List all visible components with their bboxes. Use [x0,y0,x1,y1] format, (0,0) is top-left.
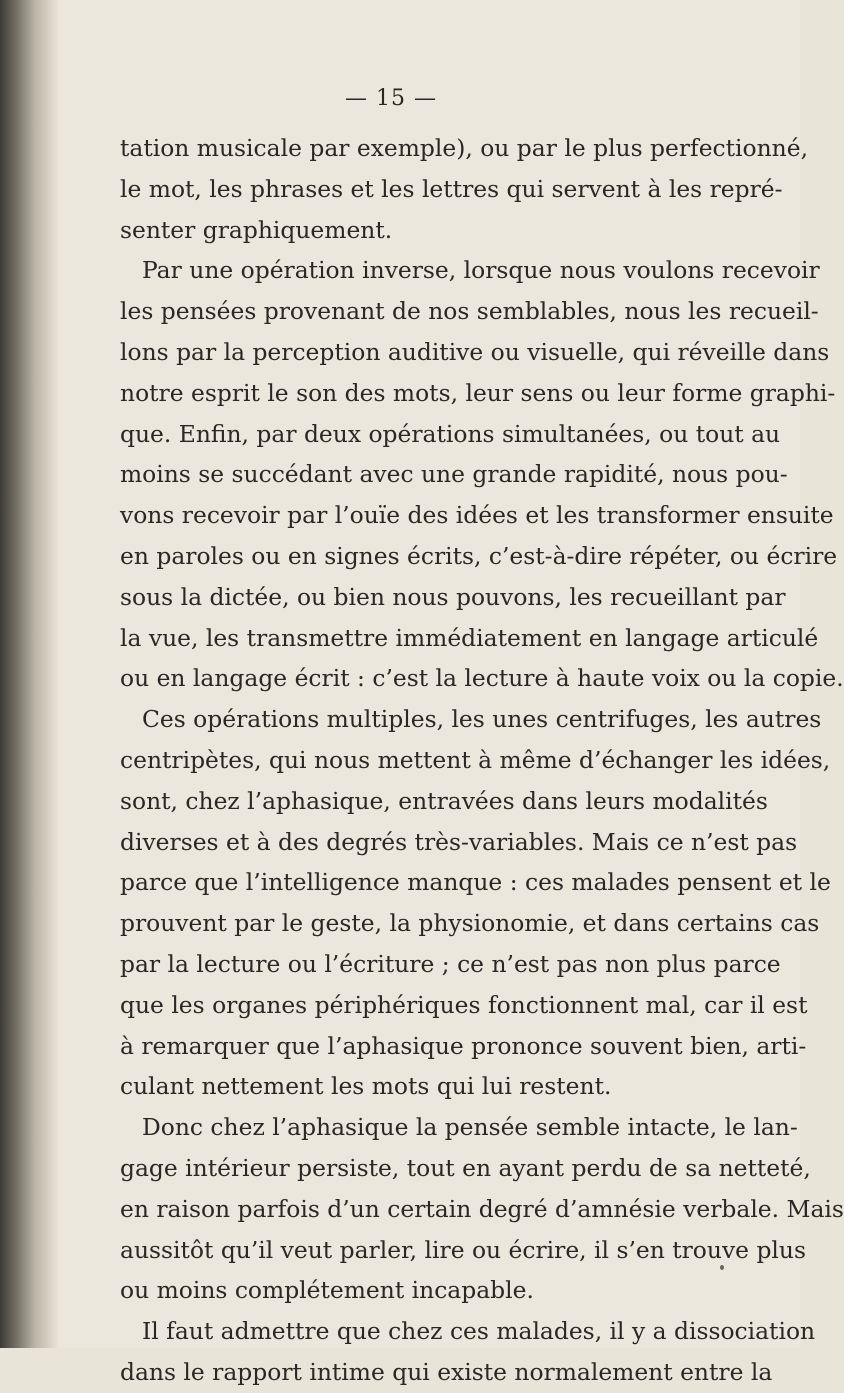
text-line: les pensées provenant de nos semblables, nous les recueil- [120,297,819,326]
text-line: dans le rapport intime qui existe normalement entre la [120,1357,773,1386]
text-line: gage intérieur persiste, tout en ayant perdu de sa netteté, [120,1153,811,1182]
text-line: ou en langage écrit : c’est la lecture à haute voix ou la copie. [120,664,844,693]
text-line: en paroles ou en signes écrits, c’est-à-dire répéter, ou écrire [120,541,838,570]
text-line: à remarquer que l’aphasique prononce souvent bien, arti- [120,1031,807,1060]
text-line: ou moins complétement incapable. [120,1276,534,1305]
text-line: Donc chez l’aphasique la pensée semble intacte, le lan- [142,1113,798,1142]
text-line: sous la dictée, ou bien nous pouvons, les recueillant par [120,582,786,611]
text-line: le mot, les phrases et les lettres qui servent à les repré- [120,174,783,203]
text-line: prouvent par le geste, la physionomie, et dans certains cas [120,909,820,938]
text-line: diverses et à des degrés très-variables. Mais ce n’est pas [120,827,798,856]
text-line: tation musicale par exemple), ou par le plus perfectionné, [120,134,809,162]
text-line: que. Enfin, par deux opérations simultanées, ou tout au [120,419,781,448]
text-line: vons recevoir par l’ouïe des idées et les transformer ensuite [120,501,834,530]
body-text [120,128,844,1393]
text-line: Il faut admettre que chez ces malades, il y a dissociation [142,1317,816,1346]
text-line: aussitôt qu’il veut parler, lire ou écrire, il s’en trouve plus [120,1235,806,1264]
text-line: en raison parfois d’un certain degré d’amnésie verbale. Mais [120,1194,844,1223]
text-line: Ces opérations multiples, les unes centrifuges, les autres [142,705,822,734]
text-line: la vue, les transmettre immédiatement en langage articulé [120,623,819,652]
ink-speck [720,1265,724,1270]
binding-shadow [0,0,58,1348]
text-line: senter graphiquement. [120,215,393,244]
page-number: — 15 — [345,86,437,111]
text-line: moins se succédant avec une grande rapidité, nous pou- [120,460,788,489]
text-line: Par une opération inverse, lorsque nous voulons recevoir [142,256,820,285]
text-line: sont, chez l’aphasique, entravées dans leurs modalités [120,786,768,815]
text-line: culant nettement les mots qui lui restent. [120,1072,612,1101]
text-line: parce que l’intelligence manque : ces malades pensent et le [120,868,831,897]
text-line: centripètes, qui nous mettent à même d’échanger les idées, [120,745,831,774]
text-line: que les organes périphériques fonctionnent mal, car il est [120,990,808,1019]
text-line: notre esprit le son des mots, leur sens ou leur forme graphi- [120,378,836,407]
text-line: lons par la perception auditive ou visuelle, qui réveille dans [120,337,830,366]
text-line: par la lecture ou l’écriture ; ce n’est pas non plus parce [120,949,781,978]
